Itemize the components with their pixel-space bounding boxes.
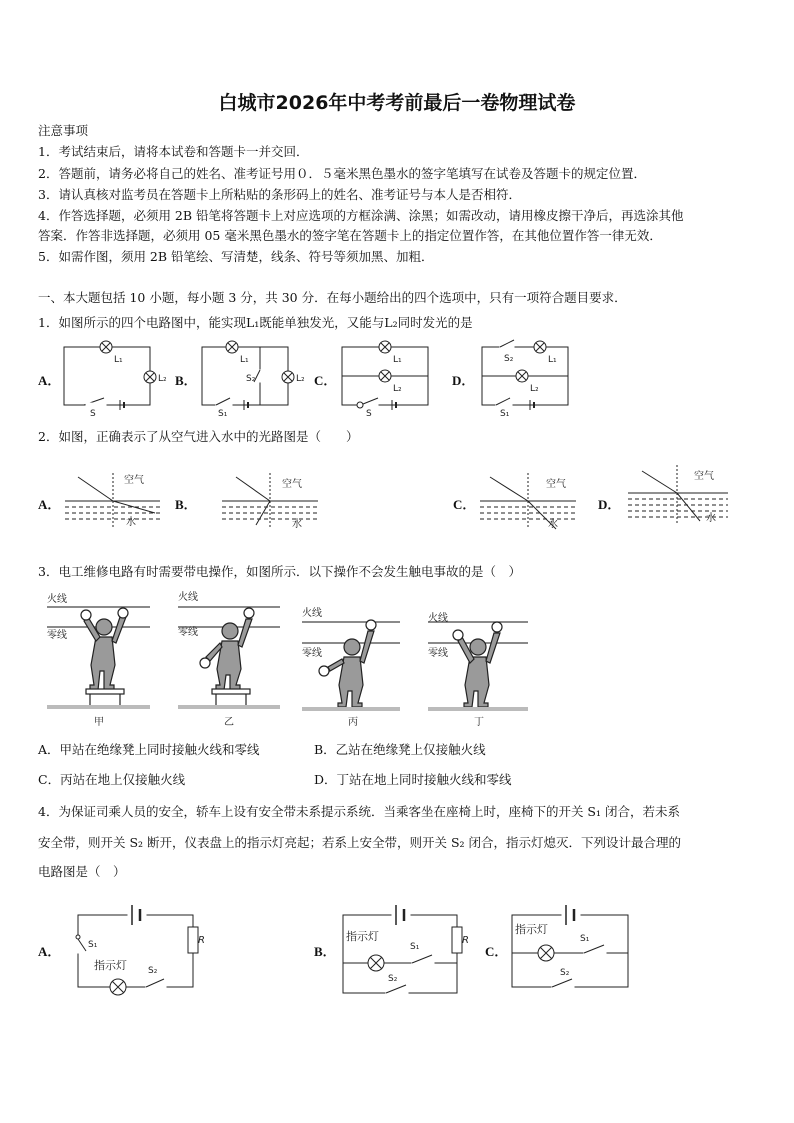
q4-stem-line: 4．为保证司乘人员的安全，轿车上设有安全带未系提示系统．当乘客坐在座椅上时，座椅下的开关 S₁ 闭合，若未系 bbox=[38, 804, 680, 819]
label-l2: L₂ bbox=[158, 374, 167, 384]
q1-option-a: A． bbox=[38, 373, 61, 388]
q1-circuit-figures bbox=[0, 330, 794, 420]
q4-circuit-figures bbox=[0, 895, 794, 1005]
label-l1: L₁ bbox=[114, 355, 123, 365]
section-heading: 一、本大题包括 10 小题，每小题 3 分，共 30 分．在每小题给出的四个选项中，只有一项符合题目要求． bbox=[38, 290, 627, 305]
q4-option-a: A． bbox=[38, 944, 61, 959]
label-s1: S₁ bbox=[500, 409, 510, 419]
notice-item: 3．请认真核对监考员在答题卡上所粘贴的条形码上的姓名、准考证号与本人是否相符． bbox=[38, 187, 521, 202]
q4-option-c: C． bbox=[485, 944, 508, 959]
q2-option-b: B． bbox=[175, 497, 197, 512]
label-s1: S₁ bbox=[580, 934, 590, 944]
label-water: 水 bbox=[126, 517, 136, 528]
q3-option-a: A．甲站在绝缘凳上同时接触火线和零线 bbox=[38, 742, 260, 757]
q2-option-c: C． bbox=[453, 497, 476, 512]
figure-label: 丙 bbox=[348, 717, 358, 728]
label-neutral: 零线 bbox=[302, 648, 322, 659]
label-s: S bbox=[366, 409, 372, 419]
q1-stem: 1．如图所示的四个电路图中，能实现L₁既能单独发光，又能与L₂同时发光的是 bbox=[38, 315, 473, 330]
q4-stem-line: 电路图是（ ） bbox=[38, 864, 126, 879]
q1-option-c: C． bbox=[314, 373, 337, 388]
label-live: 火线 bbox=[428, 613, 448, 624]
label-air: 空气 bbox=[546, 479, 566, 490]
label-lamp: 指示灯 bbox=[515, 923, 548, 936]
notice-heading: 注意事项 bbox=[38, 123, 89, 138]
q3-stem: 3．电工维修电路有时需要带电操作，如图所示．以下操作不会发生触电事故的是（ ） bbox=[38, 564, 521, 579]
label-r: R bbox=[198, 935, 205, 946]
label-s1: S₁ bbox=[218, 409, 228, 419]
label-l1: L₁ bbox=[548, 355, 557, 365]
label-s2: S₂ bbox=[246, 374, 256, 384]
label-l2: L₂ bbox=[296, 374, 305, 384]
label-neutral: 零线 bbox=[47, 630, 67, 641]
label-air: 空气 bbox=[124, 475, 144, 486]
q3-option-d: D．丁站在地上同时接触火线和零线 bbox=[314, 772, 512, 787]
page-title: 白城市2026年中考考前最后一卷物理试卷 bbox=[218, 92, 576, 114]
q2-option-a: A． bbox=[38, 497, 61, 512]
q4-option-b: B． bbox=[314, 944, 336, 959]
q2-refraction-figures bbox=[0, 455, 794, 535]
label-s: S bbox=[90, 409, 96, 419]
notice-item: 答案．作答非选择题，必须用 05 毫米黑色墨水的签字笔在答题卡上的指定位置作答，在其他位置作答一律无效． bbox=[38, 228, 662, 243]
notice-item: 2．答题前，请务必将自己的姓名、准考证号用０．５毫米黑色墨水的签字笔填写在试卷及答题卡的规定位置． bbox=[38, 166, 646, 181]
label-s1: S₁ bbox=[410, 942, 420, 952]
label-neutral: 零线 bbox=[428, 648, 448, 659]
q3-option-c: C．丙站在地上仅接触火线 bbox=[38, 772, 186, 787]
label-l2: L₂ bbox=[393, 384, 402, 394]
label-lamp: 指示灯 bbox=[346, 930, 379, 943]
label-s1: S₁ bbox=[88, 940, 98, 950]
label-lamp: 指示灯 bbox=[94, 959, 127, 972]
q1-option-d: D． bbox=[452, 373, 475, 388]
label-water: 水 bbox=[292, 519, 302, 530]
label-live: 火线 bbox=[47, 594, 67, 605]
notice-item: 5．如需作图，须用 2B 铅笔绘、写清楚，线条、符号等须加黑、加粗． bbox=[38, 249, 434, 264]
label-air: 空气 bbox=[694, 471, 714, 482]
label-r: R bbox=[462, 935, 469, 946]
label-l1: L₁ bbox=[393, 355, 402, 365]
q1-option-b: B． bbox=[175, 373, 197, 388]
label-s2: S₂ bbox=[560, 968, 570, 978]
label-s2: S₂ bbox=[388, 974, 398, 984]
q2-option-d: D． bbox=[598, 497, 621, 512]
label-s2: S₂ bbox=[148, 966, 158, 976]
label-neutral: 零线 bbox=[178, 627, 198, 638]
figure-label: 甲 bbox=[94, 717, 104, 728]
figure-label: 丁 bbox=[474, 717, 484, 728]
label-water: 水 bbox=[548, 519, 558, 530]
label-water: 水 bbox=[706, 513, 716, 524]
notice-item: 4．作答选择题，必须用 2B 铅笔将答题卡上对应选项的方框涂满、涂黑；如需改动，请用橡皮擦干净后，再选涂其他 bbox=[38, 208, 684, 223]
label-live: 火线 bbox=[302, 608, 322, 619]
q3-electrician-figures bbox=[0, 585, 794, 733]
q4-stem-line: 安全带，则开关 S₂ 断开，仪表盘上的指示灯亮起；若系上安全带，则开关 S₂ 闭合，指示灯熄灭．下列设计最合理的 bbox=[38, 835, 682, 850]
label-air: 空气 bbox=[282, 479, 302, 490]
label-l1: L₁ bbox=[240, 355, 249, 365]
notice-item: 1．考试结束后，请将本试卷和答题卡一并交回． bbox=[38, 144, 309, 159]
label-l2: L₂ bbox=[530, 384, 539, 394]
label-s2: S₂ bbox=[504, 354, 514, 364]
figure-label: 乙 bbox=[224, 717, 234, 728]
label-live: 火线 bbox=[178, 592, 198, 603]
q3-option-b: B．乙站在绝缘凳上仅接触火线 bbox=[314, 742, 486, 757]
q2-stem: 2．如图，正确表示了从空气进入水中的光路图是（ ） bbox=[38, 429, 359, 444]
